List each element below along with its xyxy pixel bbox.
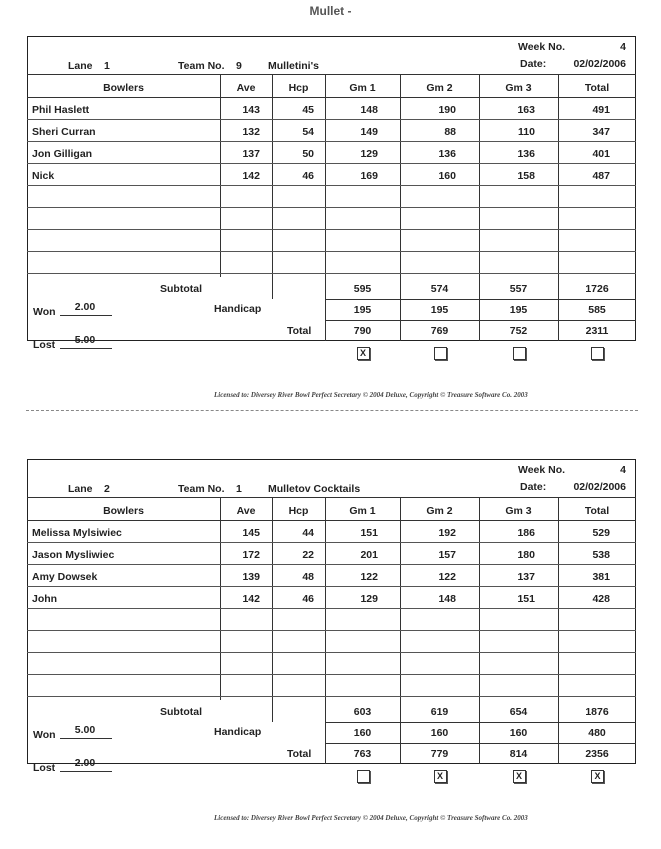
subtotal-gm1: 595 bbox=[353, 283, 372, 295]
won-value: 2.00 bbox=[74, 301, 96, 313]
bowler-hcp: 45 bbox=[302, 104, 314, 116]
grand-total-gm1: 763 bbox=[353, 748, 372, 760]
date-label: Date: bbox=[520, 58, 547, 70]
col-header-bowlers: Bowlers bbox=[103, 82, 144, 94]
bowler-gm2: 122 bbox=[438, 571, 456, 583]
license-footer: Licensed to: Diversey River Bowl Perfect Secretary © 2004 Deluxe, Copyright © Treasure Software Co. 2003 bbox=[214, 814, 528, 822]
lost-label: Lost bbox=[33, 339, 56, 351]
bowler-hcp: 48 bbox=[302, 571, 314, 583]
col-header-gm2: Gm 2 bbox=[426, 82, 453, 94]
bowler-gm2: 157 bbox=[438, 549, 456, 561]
won-value: 5.00 bbox=[74, 724, 96, 736]
team-name: Mulletini's bbox=[268, 60, 319, 72]
week-value: 4 bbox=[620, 41, 626, 53]
header-top-line bbox=[27, 497, 636, 498]
row-line bbox=[27, 229, 636, 230]
week-value: 4 bbox=[620, 464, 626, 476]
lost-value: 2.00 bbox=[74, 757, 96, 769]
game-win-checkbox[interactable] bbox=[434, 347, 447, 360]
col-header-total: Total bbox=[584, 82, 610, 94]
grand-total-label: Total bbox=[287, 748, 312, 760]
bowler-gm1: 129 bbox=[360, 148, 378, 160]
bowler-total: 401 bbox=[592, 148, 610, 160]
won-label: Won bbox=[33, 306, 56, 318]
bowler-total: 529 bbox=[592, 527, 610, 539]
bowler-name: Nick bbox=[32, 170, 55, 182]
bowler-gm2: 148 bbox=[438, 593, 456, 605]
score-sheet-2 bbox=[0, 423, 661, 843]
subtotal-line bbox=[325, 722, 636, 723]
bowler-name: Sheri Curran bbox=[32, 126, 96, 138]
bowler-ave: 139 bbox=[242, 571, 260, 583]
bowler-hcp: 46 bbox=[302, 593, 314, 605]
game-win-checkbox[interactable]: X bbox=[357, 347, 370, 360]
week-label: Week No. bbox=[518, 464, 566, 476]
game-win-checkbox[interactable] bbox=[591, 347, 604, 360]
date-value: 02/02/2006 bbox=[573, 58, 626, 70]
row-line bbox=[27, 273, 636, 274]
bowler-total: 381 bbox=[592, 571, 610, 583]
bowler-gm3: 158 bbox=[517, 170, 535, 182]
grand-total-label: Total bbox=[287, 325, 312, 337]
bowler-total: 538 bbox=[592, 549, 610, 561]
team-name: Mulletov Cocktails bbox=[268, 483, 361, 495]
bowler-total: 428 bbox=[592, 593, 610, 605]
handicap-label: Handicap bbox=[214, 303, 262, 315]
bowler-gm1: 149 bbox=[360, 126, 378, 138]
lost-underline bbox=[60, 771, 112, 772]
col-header-hcp: Hcp bbox=[288, 82, 309, 94]
subtotal-gm2: 574 bbox=[430, 283, 449, 295]
col-header-total: Total bbox=[584, 505, 610, 517]
bowler-ave: 143 bbox=[242, 104, 260, 116]
game-win-checkbox[interactable]: X bbox=[591, 770, 604, 783]
row-line bbox=[27, 119, 636, 120]
handicap-gm1: 160 bbox=[353, 727, 372, 739]
bowler-gm2: 136 bbox=[438, 148, 456, 160]
col-header-gm1: Gm 1 bbox=[349, 505, 376, 517]
game-win-checkbox[interactable] bbox=[513, 347, 526, 360]
subtotal-gm3: 654 bbox=[509, 706, 528, 718]
handicap-gm2: 195 bbox=[430, 304, 449, 316]
team-no-value: 9 bbox=[236, 60, 242, 72]
bowler-name: Melissa Mylsiwiec bbox=[32, 527, 122, 539]
page-title: Mullet - bbox=[309, 4, 352, 18]
subtotal-gm1: 603 bbox=[353, 706, 372, 718]
row-line bbox=[27, 207, 636, 208]
bowler-gm2: 190 bbox=[438, 104, 456, 116]
bowler-name: Jon Gilligan bbox=[32, 148, 93, 160]
subtotal-label: Subtotal bbox=[160, 706, 202, 718]
score-sheet-1 bbox=[0, 0, 661, 420]
handicap-line bbox=[325, 320, 636, 321]
col-header-gm3: Gm 3 bbox=[505, 505, 532, 517]
handicap-total: 585 bbox=[588, 304, 606, 316]
grand-total-gm2: 779 bbox=[430, 748, 449, 760]
won-underline bbox=[60, 315, 112, 316]
bowler-gm1: 151 bbox=[360, 527, 378, 539]
lane-label: Lane bbox=[68, 60, 93, 72]
bowler-gm1: 148 bbox=[360, 104, 378, 116]
grand-total-total: 2356 bbox=[585, 748, 609, 760]
handicap-gm3: 195 bbox=[509, 304, 528, 316]
bowler-gm3: 151 bbox=[517, 593, 535, 605]
col-header-hcp: Hcp bbox=[288, 505, 309, 517]
grand-total-gm3: 814 bbox=[509, 748, 528, 760]
bowler-gm2: 88 bbox=[444, 126, 456, 138]
row-line bbox=[27, 586, 636, 587]
subtotal-gm3: 557 bbox=[509, 283, 528, 295]
col-header-gm2: Gm 2 bbox=[426, 505, 453, 517]
bowler-name: John bbox=[32, 593, 58, 605]
row-line bbox=[27, 542, 636, 543]
bowler-gm3: 136 bbox=[517, 148, 535, 160]
bowler-hcp: 46 bbox=[302, 170, 314, 182]
lane-label: Lane bbox=[68, 483, 93, 495]
row-line bbox=[27, 630, 636, 631]
bowler-ave: 132 bbox=[242, 126, 260, 138]
row-line bbox=[27, 251, 636, 252]
bowler-hcp: 44 bbox=[302, 527, 314, 539]
bowler-gm1: 201 bbox=[360, 549, 378, 561]
won-label: Won bbox=[33, 729, 56, 741]
bowler-hcp: 22 bbox=[302, 549, 314, 561]
bowler-name: Jason Mysliwiec bbox=[32, 549, 115, 561]
team-no-value: 1 bbox=[236, 483, 242, 495]
game-win-checkbox[interactable] bbox=[357, 770, 370, 783]
bowler-ave: 145 bbox=[242, 527, 260, 539]
subtotal-total: 1876 bbox=[585, 706, 609, 718]
col-header-bowlers: Bowlers bbox=[103, 505, 144, 517]
bowler-gm2: 192 bbox=[438, 527, 456, 539]
date-value: 02/02/2006 bbox=[573, 481, 626, 493]
bowler-total: 491 bbox=[592, 104, 610, 116]
lane-value: 2 bbox=[104, 483, 110, 495]
col-header-ave: Ave bbox=[236, 82, 256, 94]
bowler-gm3: 186 bbox=[517, 527, 535, 539]
lane-value: 1 bbox=[104, 60, 110, 72]
handicap-line bbox=[325, 743, 636, 744]
bowler-name: Amy Dowsek bbox=[32, 571, 98, 583]
bowler-ave: 142 bbox=[242, 170, 260, 182]
bowler-hcp: 54 bbox=[302, 126, 314, 138]
grand-total-gm3: 752 bbox=[509, 325, 528, 337]
lost-label: Lost bbox=[33, 762, 56, 774]
bowler-total: 347 bbox=[592, 126, 610, 138]
game-win-checkbox[interactable]: X bbox=[513, 770, 526, 783]
lost-underline bbox=[60, 348, 112, 349]
handicap-total: 480 bbox=[588, 727, 606, 739]
bowler-gm3: 110 bbox=[518, 126, 535, 138]
bowler-ave: 142 bbox=[242, 593, 260, 605]
row-line bbox=[27, 564, 636, 565]
handicap-label: Handicap bbox=[214, 726, 262, 738]
game-win-checkbox[interactable]: X bbox=[434, 770, 447, 783]
handicap-gm3: 160 bbox=[509, 727, 528, 739]
bowler-gm1: 122 bbox=[360, 571, 378, 583]
header-bottom-line bbox=[27, 520, 636, 521]
page-divider bbox=[26, 410, 638, 411]
row-line bbox=[27, 608, 636, 609]
bowler-ave: 137 bbox=[242, 148, 260, 160]
subtotal-line bbox=[325, 299, 636, 300]
date-label: Date: bbox=[520, 481, 547, 493]
col-header-gm1: Gm 1 bbox=[349, 82, 376, 94]
bowler-ave: 172 bbox=[242, 549, 260, 561]
subtotal-label: Subtotal bbox=[160, 283, 202, 295]
bowler-gm1: 129 bbox=[360, 593, 378, 605]
grand-total-gm2: 769 bbox=[430, 325, 449, 337]
team-label: Team No. bbox=[178, 483, 225, 495]
row-line bbox=[27, 141, 636, 142]
col-header-ave: Ave bbox=[236, 505, 256, 517]
bowler-gm2: 160 bbox=[438, 170, 456, 182]
won-underline bbox=[60, 738, 112, 739]
row-line bbox=[27, 696, 636, 697]
header-top-line bbox=[27, 74, 636, 75]
row-line bbox=[27, 674, 636, 675]
week-label: Week No. bbox=[518, 41, 566, 53]
col-header-gm3: Gm 3 bbox=[505, 82, 532, 94]
grand-total-gm1: 790 bbox=[353, 325, 372, 337]
row-line bbox=[27, 652, 636, 653]
bowler-gm3: 163 bbox=[517, 104, 535, 116]
grand-total-total: 2311 bbox=[585, 325, 609, 337]
license-footer: Licensed to: Diversey River Bowl Perfect Secretary © 2004 Deluxe, Copyright © Treasure Software Co. 2003 bbox=[214, 391, 528, 399]
handicap-gm2: 160 bbox=[430, 727, 449, 739]
bowler-gm3: 180 bbox=[517, 549, 535, 561]
row-line bbox=[27, 163, 636, 164]
lost-value: 5.00 bbox=[74, 334, 96, 346]
bowler-total: 487 bbox=[592, 170, 610, 182]
row-line bbox=[27, 185, 636, 186]
bowler-gm3: 137 bbox=[517, 571, 535, 583]
handicap-gm1: 195 bbox=[353, 304, 372, 316]
team-label: Team No. bbox=[178, 60, 225, 72]
subtotal-total: 1726 bbox=[585, 283, 609, 295]
header-bottom-line bbox=[27, 97, 636, 98]
bowler-name: Phil Haslett bbox=[32, 104, 90, 116]
bowler-gm1: 169 bbox=[360, 170, 378, 182]
subtotal-gm2: 619 bbox=[430, 706, 449, 718]
bowler-hcp: 50 bbox=[302, 148, 314, 160]
